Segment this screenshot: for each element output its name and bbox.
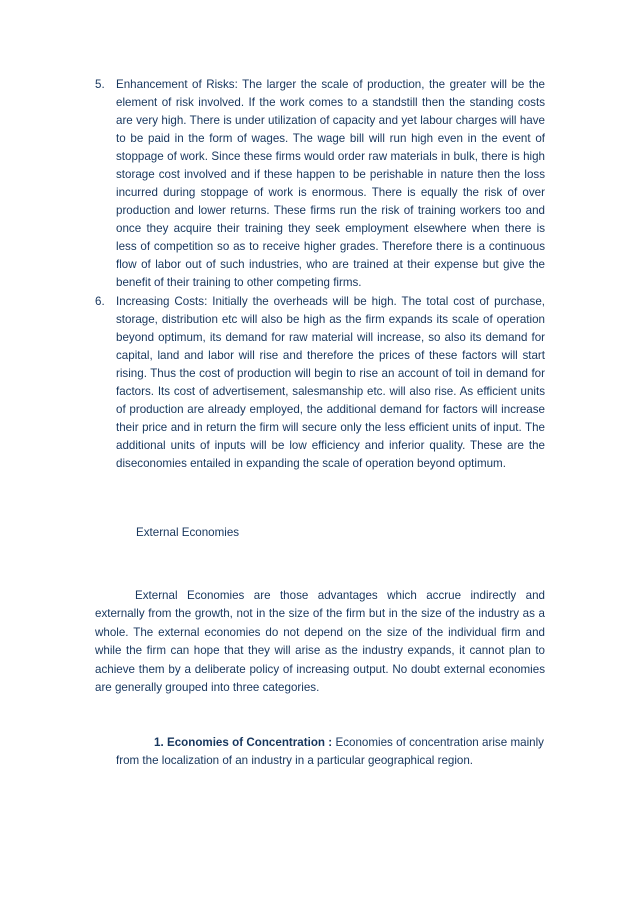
list-item-number: 5. [95,78,105,91]
list-item-text: Increasing Costs: Initially the overheads will be high. The total cost of purchase, storage, distribution etc will also be high as the firm expands its scale of operation beyond optimum, its demand for raw material will increase, so also its demand for capital, land and labor will rise and therefore the prices of these factors will start rising. Thus the cost of production will begin to rise an account of toil in demand for factors. Its cost of advertisement, salesmanship etc. will also rise. As efficient units of production are already employed, the additional demand for factors will increase their price and in return the firm will secure only the less efficient units of input. The additional units of inputs will be low efficiency and inferior quality. These are the diseconomies entailed in expanding the scale of operation beyond optimum. [116,295,545,470]
subsection-title: 1. Economies of Concentration : [154,736,333,749]
section-heading: External Economies [136,526,240,539]
subsection-paragraph [116,734,544,771]
list-item-increasing-costs [95,293,545,473]
section-paragraph: External Economies are those advantages which accrue indirectly and externally from the growth, not in the size of the firm but in the size of the industry as a whole. The external economies do not depend on the size of the individual firm and while the firm can hope that they will arise as the industry expands, it cannot plan to achieve them by a deliberate policy of increasing output. No doubt external economies are generally grouped into three categories. [95,589,545,695]
list-item-text: Enhancement of Risks: The larger the scale of production, the greater will be the element of risk involved. If the work comes to a standstill then the standing costs are very high. There is under utilization of capacity and yet labour charges will have to be paid in the form of wages. The wage bill will run high even in the event of stoppage of work. Since these firms would order raw materials in bulk, there is high storage cost involved and if these happen to be perishable in nature then the loss incurred during stoppage of work is enormous. There is equally the risk of over production and lower returns. These firms run the risk of training workers too and once they acquire their training they seek employment elsewhere when there is less of competition so as to receive higher grades. Therefore there is a continuous flow of labor out of such industries, who are trained at their expense but give the benefit of their training to other competing firms. [116,78,545,289]
list-item-enhancement-of-risks [95,76,545,292]
subsection-text: Economies of concentration arise mainly from the localization of an industry in a particular geographical region. [116,736,544,768]
list-item-number: 6. [95,295,105,308]
